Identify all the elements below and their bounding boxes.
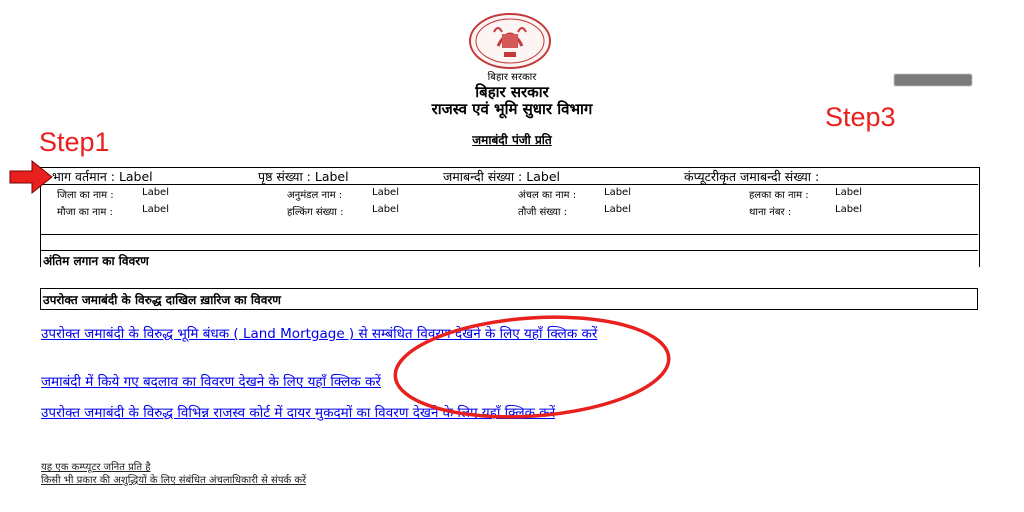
step1-arrow-icon xyxy=(10,161,52,193)
mutation-heading: उपरोक्त जमाबंदी के विरुद्ध दाखिल ख़ारिज का विवरण xyxy=(43,293,281,307)
department-name: राजस्व एवं भूमि सुधार विभाग xyxy=(431,100,593,118)
district-label: जिला का नाम : xyxy=(57,190,114,201)
government-label-small: बिहार सरकार xyxy=(487,72,537,83)
field-value: Label xyxy=(118,169,153,184)
document-title: जमाबंदी पंजी प्रति xyxy=(472,133,552,147)
halka-value: Label xyxy=(835,187,862,198)
subdivision-value: Label xyxy=(372,187,399,198)
footer-note-computer-generated: यह एक कम्प्यूटर जनित प्रति है xyxy=(41,462,151,473)
jamabandi-changes-link[interactable]: जमाबंदी में किये गए बदलाव का विवरण देखने के लिए यहाँ क्लिक करें xyxy=(41,374,381,390)
field-label: कंप्यूटरीकृत जमाबन्दी संख्या : xyxy=(684,169,820,184)
field-label: भाग वर्तमान : xyxy=(52,169,115,184)
revenue-court-cases-link[interactable]: उपरोक्त जमाबंदी के विरुद्ध विभिन्न राजस्व कोर्ट में दायर मुकदमों का विवरण देखने के लिए यहाँ क्लिक करें xyxy=(41,405,556,421)
step3-annotation: Step3 xyxy=(825,102,896,132)
halking-label: हल्किंग संख्या : xyxy=(287,207,344,218)
highlight-circle-annotation xyxy=(392,309,672,426)
subdivision-label: अनुमंडल नाम : xyxy=(287,190,343,201)
district-value: Label xyxy=(142,187,169,198)
halking-value: Label xyxy=(372,204,399,215)
circle-value: Label xyxy=(604,187,631,198)
mauja-value: Label xyxy=(142,204,169,215)
tauji-label: तौजी संख्या : xyxy=(518,207,568,218)
circle-label: अंचल का नाम : xyxy=(518,190,577,201)
footer-note-contact: किसी भी प्रकार की अशुद्धियों के लिए संबंधित अंचलाधिकारी से संपर्क करें xyxy=(41,475,307,486)
final-rent-heading: अंतिम लगान का विवरण xyxy=(43,254,149,268)
step1-annotation: Step1 xyxy=(39,127,110,157)
mauja-label: मौजा का नाम : xyxy=(57,207,113,218)
thana-value: Label xyxy=(835,204,862,215)
field-value: Label xyxy=(526,169,560,184)
government-label: बिहार सरकार xyxy=(475,83,549,101)
thana-label: थाना नंबर : xyxy=(749,207,792,218)
halka-label: हलका का नाम : xyxy=(749,190,809,201)
field-label: जमाबन्दी संख्या : xyxy=(443,169,523,184)
land-mortgage-link[interactable]: उपरोक्त जमाबंदी के विरुद्ध भूमि बंधक ( Land Mortgage ) से सम्बंधित विवरण देखने के लिए यहाँ क्लिक करें xyxy=(41,326,598,342)
field-label: पृष्ठ संख्या : xyxy=(258,169,311,184)
tauji-value: Label xyxy=(604,204,631,215)
field-value: Label xyxy=(314,169,349,184)
